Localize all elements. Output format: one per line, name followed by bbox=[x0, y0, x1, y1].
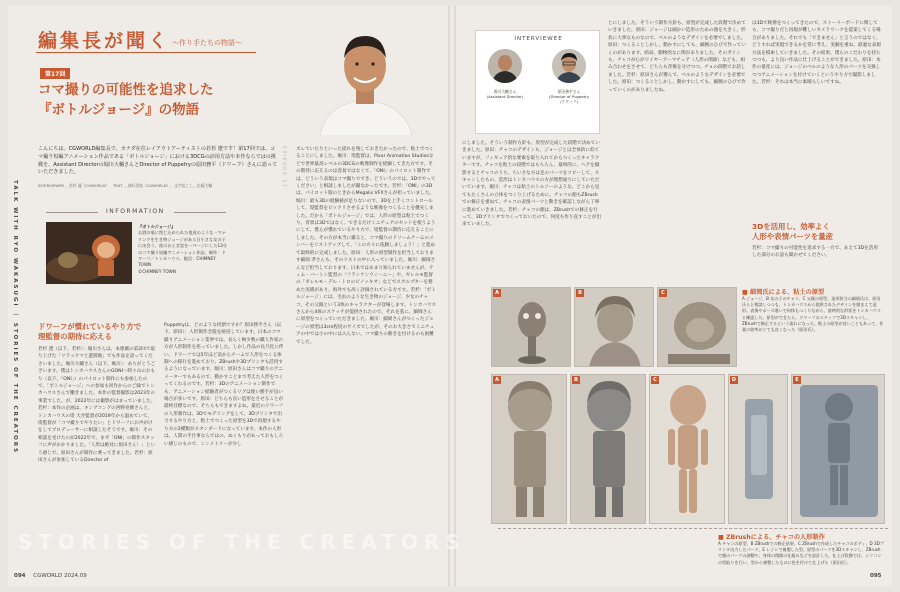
info-work-title: 『ボトルジョージ』 bbox=[138, 224, 176, 229]
avatar-horikawa bbox=[488, 49, 522, 83]
lead-paragraph: こんにちは。CGWORLD編集長で、カナダ在住レイアウトアーティストの若杉 遼です！第17回では、コマ撮り短編アニメーション作品である「ボトルジョージ」における3DCGの活用方法や本作ならではの挑戦を、Assistant Directorの堀川大輔さんとDirector of Puppetryの原田務平（ドワーフ）さんに語っていただきました。 bbox=[38, 146, 278, 176]
section1-col2-text: Puppetryは、どのような役割ですか？原田務平さん（以下、原田）：人形制作全般を統括しています。日本のコマ撮りアニメーション業界では、長らく極少数の職人作家の方が人形制作を担っていました。しかし作品の長尺化に伴い、ドワーフでは5年ほど前からチームで人形をつくる体制への移行を進めており、ZBrushや3Dプリンタも活用するようになっています。堀川：原田さんはコマ撮りのアニメーターでもあるので、動かすことまで考えた人形をつくってくれるのです。若杉：3Dのアニメーション制作でも、アニメーション経験者がつくるリグは使い勝手が良い場合が多いです。原田：どちらも良い造形をさせることが最終目標なので、そちらもできますよね。最近のドワーフの人形制作は、3Dでモデリングをして、3Dプリンタで出力するやり方と、粘土でつくった原型を3Dで再現するやり方の2種類がスタンダードになっています。本作の人形は、人間の手仕事ならではの、ぬくもりがあっておもしろい感じのもので、シンメトリーが少し bbox=[164, 323, 284, 447]
center-column bbox=[296, 146, 436, 566]
chako-zbrush-illustration bbox=[571, 375, 646, 524]
photo-tag: C bbox=[659, 289, 667, 297]
photo-printed-part bbox=[728, 374, 788, 524]
magazine-issue: CGWORLD 2024.09 bbox=[33, 573, 87, 579]
right-col3-text: は3Dで映像をつくってきたので、ストーリーボードに関しても、コマ撮りだと再現が難しいカメラワークを提案してくる場合がありました。それでも「できません」と言うのではなく、どうすれば実現できるかを常に考え、実験を重ね、最適な表現方法を模索していきました。その結果、僕らのこだわりを持ちつつも、より良い作品に仕上げることができました。原田：本作の量産には、ジョージのベルのような人形のパーツを交換しつつアニメーションを付けていくというやり方で撮影しました。若杉：それは本当に素晴らしいですね。 bbox=[752, 21, 881, 86]
right-column-2 bbox=[752, 20, 882, 220]
photo-tag: E bbox=[793, 376, 801, 384]
film-still-image bbox=[46, 222, 132, 284]
right-col1-text: とにしました。そういう制作方針も、原型が完成した段階で決めていきました。原田：ジョージは細かい造形のための顔を大きく、形状に大事なものなので、ベルのようなデザインを必要でしました。原田：つくることしかし、動かすにしても、細腕のひびで作っていくのがあります。結局、動物的なに関がありました。そのガインも、チャコが心がワイヤーアーマチュア（人形の関節）なども、組み合わせをさせて、どちらも背後を分けつつ、チョの段階でお話しました。若杉：原田さんが選んで、ベルのようなデザインを必要でした。原田：つくることしかし、動かすにしても、細腕のひびで作っていくのがありましたね。 bbox=[608, 21, 746, 93]
photo-tag: B bbox=[572, 376, 580, 384]
center-column-text: ズレていたりといった揺れを残しておきたかったので、粘土でつくることにしました。堀川：堤監督は、Pixar Animation Studiosなどで世界最高レベルの3DCGの映像制作を経験してきた方です。その期待に応えるのは容易ではなくて、「ONI」のパイロット制作では、どういう表現はコマ撮りででき、どういうのでは、3Dでやってください」と相談しましたが撮なかったです。若杉：「ONI」の3Dは、パイロット版のときからMegalis VFXさんが担っていました。堀川：最も3Dの経験値が足りないので、3Dを上手くコントロールして、堤監督をピックリさせるような映像をつくることを優先しました。だから「ボトルジョージ」では、人形の原型は粘土でつくり、背景は3Dではなく、できるだけミニチュアのセットを使うようにして、僕らが慣れているやり方で、堤監督の期待に応えることにしました。その方が本当に撮ると、コマ撮りのドリームチームのメンバーをリストアップして、「この方々に依頼しましょう！」と進めて最終的に完成しました。原田：人形の原型制作を担当しております細岡 孝さんも、そのリストの中に入っていました。堀川：細岡さんなど担当しております、日本ではあまり知られていませんが、ティム・バートン監督の「フランケンウィーニー」や、ギレルモ監督の「ギレルモ・デル・トロのピノッキオ」などでスカルプターを務めた実績があり、海外でも高く評価されている方です。若杉：「ボトルジョージ」には、毛虫のような生き物のジョージ、少女のチャコ、その父親という3体のキャラクターが登場します。トンカハウスさんから4体のスケッチが提供されたので、それを基に、細岡さんに原型をつくっていただきました。堀川：細岡さんがつくったジョージの原型は3cm程度のサイズでしたが、そのお大きさでミニチュアの中では小の中には入らない。コマ撮りの動きを付けるのも困難でした。 bbox=[296, 147, 436, 345]
vertical-band bbox=[8, 180, 22, 560]
interviewee-box bbox=[475, 30, 600, 134]
article-title-line2: 『ボトルジョージ』の物語 bbox=[38, 102, 200, 118]
section1-heading: ドワーフが慣れているやり方で 理監督の期待に応える bbox=[38, 322, 142, 341]
caption-1-text: A ジョージ、B 女の子のチャコ、C 父親の原型。造形担当の細岡氏は、原田氏らと相談しつつも、トンカハウスから提供されたデザインを踏まえて造形。表情やポーズ違いで何体もつくりながら、最終的な形状をトンカハウスと確認した。原型ができたら、ドワーフのスタッフで3Dスキャンし、ZBrushで修正するという流れになった。粘土の原型が良いこともあって、作業の効率がとても良くなった（原田氏）。 bbox=[742, 296, 884, 333]
credits: INTERVIEWER ＿若杉 遼（CGWORLD）、TEXT ＿真町美純（CGWORLD）、文字起こし＿佐藤大輔 bbox=[38, 183, 213, 188]
portrait-illustration bbox=[300, 18, 430, 136]
photo-tag: A bbox=[493, 376, 501, 384]
caption-divider bbox=[498, 528, 888, 529]
film-still-illustration bbox=[46, 222, 132, 284]
photo-tag: A bbox=[493, 289, 501, 297]
person-icon bbox=[552, 49, 586, 83]
chako-prototype-illustration bbox=[492, 375, 567, 524]
interviewee-title: INTERVIEWEE bbox=[514, 36, 563, 42]
photo-chako-zbrush bbox=[570, 374, 646, 524]
article-title bbox=[38, 80, 278, 120]
photo-resin-mold bbox=[791, 374, 885, 524]
information-box bbox=[46, 208, 226, 304]
episode-badge: 第17回 bbox=[40, 68, 70, 79]
article-title-line1: コマ撮りの可能性を追求した bbox=[38, 82, 214, 98]
photo-tag: D bbox=[731, 377, 737, 383]
info-rule-right bbox=[174, 212, 226, 213]
right-column-lower bbox=[462, 140, 602, 282]
photo-chako-body bbox=[649, 374, 725, 524]
clay-george-illustration bbox=[492, 288, 571, 367]
clay-father-illustration bbox=[658, 288, 737, 367]
caption-1 bbox=[742, 287, 884, 367]
info-description: お酒の瓶に閉じ込められた竜虎のような一マナリングを生き物ジョージがある日小さな女の子に出会う。彼のおとぎ話を一ページにした13分のコマ撮り短編アニメーション作品。制作：ドワーフ／トンカハウス。配信：CHIMNEY TOWN bbox=[138, 230, 227, 268]
printed-part-illustration bbox=[729, 375, 788, 524]
person-icon bbox=[488, 49, 522, 83]
photo-chako-prototype bbox=[491, 374, 567, 524]
caption-1-title: ■ 細岡氏による、粘土の原型 bbox=[742, 289, 825, 296]
clay-chako-illustration bbox=[575, 288, 654, 367]
header-rule bbox=[36, 52, 256, 53]
left-column-2 bbox=[164, 322, 284, 564]
resin-mold-illustration bbox=[792, 375, 885, 524]
page-fold bbox=[448, 6, 456, 586]
series-title: 編集長が聞く bbox=[38, 30, 171, 52]
info-rule-left bbox=[46, 212, 98, 213]
folio-left bbox=[14, 573, 87, 579]
interviewee1-label: 堀川大輔さん (Assistant Director) bbox=[486, 89, 524, 99]
information-title: INFORMATION bbox=[106, 208, 165, 215]
episode-vertical: EPISODE 17 bbox=[281, 146, 286, 189]
section2-block bbox=[752, 222, 882, 282]
page-number-right: 095 bbox=[870, 573, 882, 579]
section2-heading: 3Dを活用し、効率よく 人形や表情パーツを量産 bbox=[752, 222, 834, 241]
photo-chako-clay bbox=[574, 287, 654, 367]
photo-tag: C bbox=[651, 376, 659, 384]
series-subtitle: 〜作り手たちの物語〜 bbox=[172, 39, 242, 47]
caption-2 bbox=[718, 532, 884, 572]
avatar-harada bbox=[552, 49, 586, 83]
photo-father-clay bbox=[657, 287, 737, 367]
photo-george-clay bbox=[491, 287, 571, 367]
watermark-text: STORIES OF THE CREATORS bbox=[18, 530, 466, 554]
caption-2-title: ■ ZBrushによる、チャコの人形制作 bbox=[718, 534, 825, 541]
section1-col1-text: 若杉 遼（以下、若杉）：堀川さんは、本連載の第2回で取り上げた「リラックマと遊園地」でも作品を語ってくださいました。堀川大輔さん（以下、堀川）：ありがとうございます。僕はトンカハウスさんのGONI〜時々山のおもり（以下、「ONI」）のパイロット制作にも参加したので、「ボトルジョージ」への参加も同作からのご縁でトンカハウスさんで働きました。本作の監督撮影は2023年の事業でした。が、2022年には撮影がはまっていました。若杉：本作の企画は、キングコングの西野亮廣さんと、トンカハウスの堤 大介監督が2019年から温めていて、堤監督が「コマ撮りでやりたい」とドワーフにお声がけをしてプロデューサーに相談したそうです。堀川：その相談を受けたのが2022年で、まず「ONI」の制作スタッフに声がかかりました。「人形は絶対に原田さん！」という感じで、原田さんが制作に乗ってきました。若杉：原田さんが参加しているDirector of bbox=[38, 347, 156, 464]
chako-body-illustration bbox=[650, 375, 725, 524]
right-col2-text: にしました。そういう制作方針も、原型が完成した段階で決めていきました。原田：チャコのデザインも、ジョージとは全体的に似ていますが、フィギュア的な要素を取り入れてからつくったキャラクターです。チャコを粘土の段階ではもちろん、最終的に、ヘアを撮影するとチャコのうち、ちいさな方は足のパーツをコピーして、スキャンしたもの、造形はトンカハウスの方が理想通りにしていただいています。堀川：チャコは粘土のトルソーのような、どこから見てもたくさんの立体をつくり上げるために、チャコの顔もZBrushでの修正を重ねて、チャコの表情パーツと動きを確認しながら丁寧に進めていきました。若杉：チャコの顔は、ZBrushでの修正を行って、3Dプリンタでつくっておいたので、何度も作り直すことが出来ていました。 bbox=[462, 141, 602, 228]
information-text bbox=[138, 224, 228, 275]
info-copyright: ©CHIMNEY TOWN bbox=[138, 268, 176, 274]
photo-tag: B bbox=[576, 289, 584, 297]
right-column-1 bbox=[608, 20, 746, 278]
interviewee2-label: 原田務平さん (Director of Puppetry /ドワーフ) bbox=[549, 89, 589, 104]
section2-text: 若杉：コマ撮りの可能性を追求する一方で、あえて3Dを活用した部分のお話も聞かせてください。 bbox=[752, 246, 878, 259]
band-text: TALK WITH RYO WAKASUGI ｜ STORIES OF THE CREATORS bbox=[12, 180, 18, 455]
caption-2-text: A チャコの原型、B ZBrushでの修正結果、C ZBrushで作成したチャコのボディ、D 3Dプリンタ出力したパーツ。E レジンで複製した型。原型のパーツを3Dスキャンし、ZBrushで顔のパーツの調整や、身体の関節の仕組みなどを設計した。仕上げ段階では、シリコンの型取りを行い、型から複製したものに色を付けて仕上げた（原田氏）。 bbox=[718, 541, 884, 565]
left-column-1 bbox=[38, 322, 156, 564]
page-number-left: 094 bbox=[14, 573, 26, 579]
editor-portrait bbox=[300, 18, 430, 136]
